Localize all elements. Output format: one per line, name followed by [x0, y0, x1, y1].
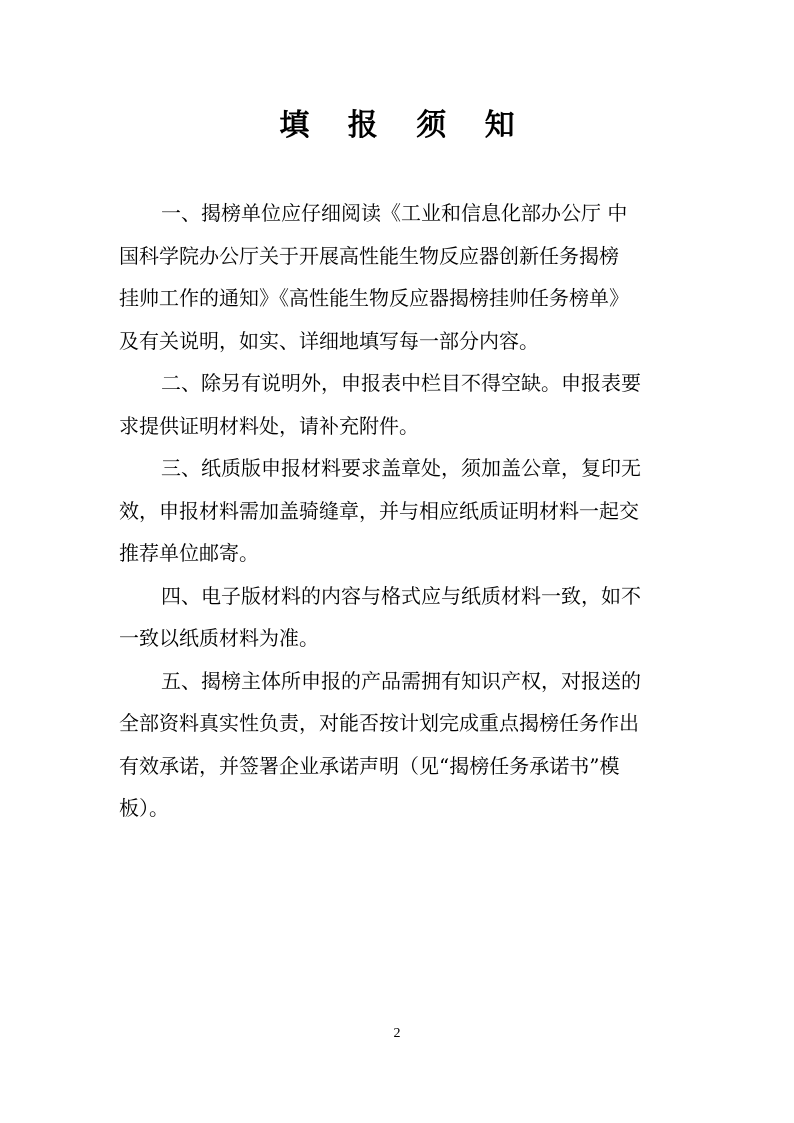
paragraph-line: 挂帅工作的通知》《高性能生物反应器揭榜挂帅任务榜单》 [119, 286, 629, 310]
paragraph-line: 一、揭榜单位应仔细阅读《工业和信息化部办公厅 中 [161, 201, 628, 225]
paragraph-line: 国科学院办公厅关于开展高性能生物反应器创新任务揭榜 [119, 243, 619, 268]
document-title: 填 报 须 知 [279, 108, 529, 143]
paragraph-line: 三、纸质版申报材料要求盖章处，须加盖公章，复印无 [161, 456, 641, 480]
paragraph-2 [119, 362, 677, 447]
paragraph-line: 及有关说明，如实、详细地填写每一部分内容。 [119, 328, 539, 353]
paragraph-line: 效，申报材料需加盖骑缝章，并与相应纸质证明材料一起交 [119, 498, 639, 523]
paragraph-5 [119, 660, 677, 830]
paragraph-4 [119, 575, 677, 660]
paragraph-1 [119, 192, 677, 362]
paragraph-line: 板）。 [119, 796, 169, 820]
paragraph-line: 有效承诺，并签署企业承诺声明（见“揭榜任务承诺书”模 [119, 753, 620, 778]
paragraph-line: 二、除另有说明外，申报表中栏目不得空缺。申报表要 [161, 371, 641, 395]
paragraph-line: 五、揭榜主体所申报的产品需拥有知识产权，对报送的 [161, 668, 641, 693]
document-body [119, 192, 677, 830]
page-number: 2 [393, 1026, 401, 1041]
paragraph-line: 四、电子版材料的内容与格式应与纸质材料一致，如不 [161, 583, 641, 608]
paragraph-line: 求提供证明材料处，请补充附件。 [119, 413, 419, 438]
paragraph-line: 推荐单位邮寄。 [119, 541, 259, 565]
paragraph-3 [119, 447, 677, 575]
paragraph-line: 一致以纸质材料为准。 [119, 626, 319, 650]
paragraph-line: 全部资料真实性负责，对能否按计划完成重点揭榜任务作出 [119, 711, 639, 735]
